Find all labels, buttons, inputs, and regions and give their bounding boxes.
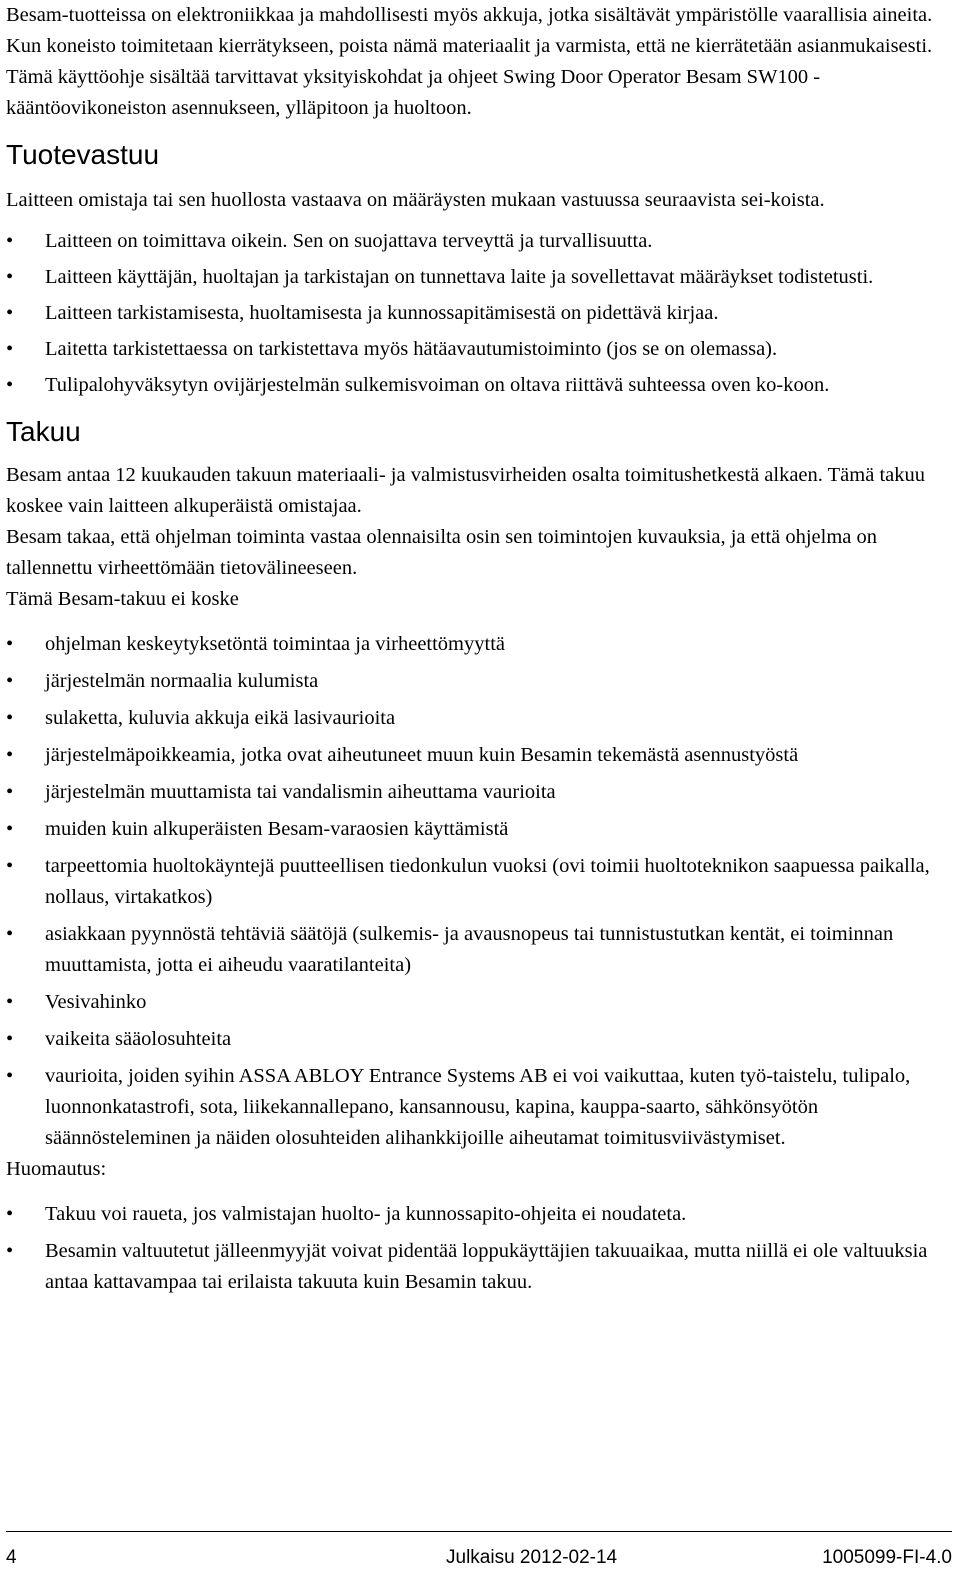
bullet-icon: • [6,633,14,655]
bullet-icon: • [6,991,14,1013]
list-item [6,1236,952,1298]
list-item [6,1024,952,1055]
bullet-icon: • [6,818,14,840]
list-item-text: Tulipalohyväksytyn ovijärjestelmän sulkemisvoiman on oltava riittävä suhteessa oven ko-koon. [45,374,830,396]
list-item-text: Vesivahinko [45,991,147,1013]
takuu-notes-list [6,1199,952,1298]
list-item [6,298,952,329]
list-item [6,370,952,401]
bullet-icon: • [6,374,14,396]
bullet-icon: • [6,338,14,360]
list-item [6,1061,952,1154]
intro-paragraph-1: Besam-tuotteissa on elektroniikkaa ja mahdollisesti myös akkuja, jotka sisältävät ympäristölle vaarallisia aineita. Kun koneisto toimitetaan kierrätykseen, poista nämä materiaalit ja varmista, että ne kierrätetään asianmukaisesti. [6,4,933,57]
list-item-text: Besamin valtuutetut jälleenmyyjät voivat pidentää loppukäyttäjien takuuaikaa, mutta niillä ei ole valtuuksia antaa kattavampaa tai erilaista takuuta kuin Besamin takuu. [45,1240,928,1293]
list-item-text: Laitetta tarkistettaessa on tarkistettava myös hätäavautumistoiminto (jos se on olemassa). [45,338,778,360]
note-label: Huomautus: [6,1158,107,1180]
bullet-icon: • [6,266,14,288]
list-item-text: Takuu voi raueta, jos valmistajan huolto- ja kunnossapito-ohjeita ei noudateta. [45,1203,687,1225]
page-number: 4 [6,1547,17,1568]
document-page [6,0,952,1298]
bullet-icon: • [6,1065,14,1087]
takuu-paragraph-2: Besam takaa, että ohjelman toiminta vastaa olennaisilta osin sen toimintojen kuvauksia, ja että ohjelma on tallennettu virheettömään tietovälineeseen. [6,526,878,579]
bullet-icon: • [6,670,14,692]
intro-paragraph-2: Tämä käyttöohje sisältää tarvittavat yksityiskohdat ja ohjeet Swing Door Operator Besam SW100 -kääntöovikoneiston asennukseen, ylläpitoon ja huoltoon. [6,66,821,119]
heading-tuotevastuu: Tuotevastuu [6,139,160,170]
list-item-text: järjestelmän muuttamista tai vandalismin aiheuttama vaurioita [45,781,556,803]
list-item [6,334,952,365]
list-item [6,851,952,913]
list-item [6,987,952,1018]
list-item [6,226,952,257]
list-item [6,777,952,808]
list-item [6,919,952,981]
list-item [6,814,952,845]
bullet-icon: • [6,744,14,766]
tuotevastuu-list [6,226,952,401]
takuu-paragraph-1: Besam antaa 12 kuukauden takuun materiaali- ja valmistusvirheiden osalta toimitushetkestä alkaen. Tämä takuu koskee vain laitteen alkuperäistä omistajaa. [6,464,925,517]
list-item-text: vaikeita sääolosuhteita [45,1028,232,1050]
list-item-text: sulaketta, kuluvia akkuja eikä lasivaurioita [45,707,396,729]
list-item-text: Laitteen käyttäjän, huoltajan ja tarkistajan on tunnettava laite ja sovellettavat määräykset todistetusti. [45,266,874,288]
list-item [6,262,952,293]
list-item [6,740,952,771]
takuu-exclusions-list [6,629,952,1154]
list-item-text: ohjelman keskeytyksetöntä toimintaa ja virheettömyyttä [45,633,505,655]
bullet-icon: • [6,1028,14,1050]
footer-divider [6,1531,952,1532]
heading-takuu: Takuu [6,416,81,447]
bullet-icon: • [6,230,14,252]
list-item [6,629,952,660]
list-item [6,666,952,697]
list-item-text: muiden kuin alkuperäisten Besam-varaosien käyttämistä [45,818,509,840]
bullet-icon: • [6,302,14,324]
list-item-text: asiakkaan pyynnöstä tehtäviä säätöjä (sulkemis- ja avausnopeus tai tunnistustutkan kentät, ei toiminnan muuttamista, jotta ei aiheudu vaaratilanteita) [45,923,894,976]
takuu-exclusions-intro: Tämä Besam-takuu ei koske [6,588,239,610]
list-item-text: Laitteen tarkistamisesta, huoltamisesta ja kunnossapitämisestä on pidettävä kirjaa. [45,302,719,324]
list-item [6,703,952,734]
bullet-icon: • [6,707,14,729]
release-date: Julkaisu 2012-02-14 [446,1547,618,1568]
list-item-text: järjestelmäpoikkeamia, jotka ovat aiheutuneet muun kuin Besamin tekemästä asennustyöstä [45,744,799,766]
list-item-text: vaurioita, joiden syihin ASSA ABLOY Entrance Systems AB ei voi vaikuttaa, kuten työ-taistelu, tulipalo, luonnonkatastrofi, sota, liikekannallepano, kansannousu, kapina, kauppa-saarto, sähkönsyötön säännösteleminen ja näiden olosuhteiden alihankkijoille aiheutamat toimitusviivästymiset. [45,1065,911,1149]
document-id: 1005099-FI-4.0 [822,1547,952,1568]
bullet-icon: • [6,923,14,945]
bullet-icon: • [6,781,14,803]
list-item-text: järjestelmän normaalia kulumista [45,670,319,692]
bullet-icon: • [6,855,14,877]
bullet-icon: • [6,1240,14,1262]
tuotevastuu-intro: Laitteen omistaja tai sen huollosta vastaava on määräysten mukaan vastuussa seuraavista sei-koista. [6,189,825,211]
list-item-text: Laitteen on toimittava oikein. Sen on suojattava terveyttä ja turvallisuutta. [45,230,653,252]
list-item-text: tarpeettomia huoltokäyntejä puutteellisen tiedonkulun vuoksi (ovi toimii huoltoteknikon saapuessa paikalla, nollaus, virtakatkos) [45,855,930,908]
list-item [6,1199,952,1230]
bullet-icon: • [6,1203,14,1225]
